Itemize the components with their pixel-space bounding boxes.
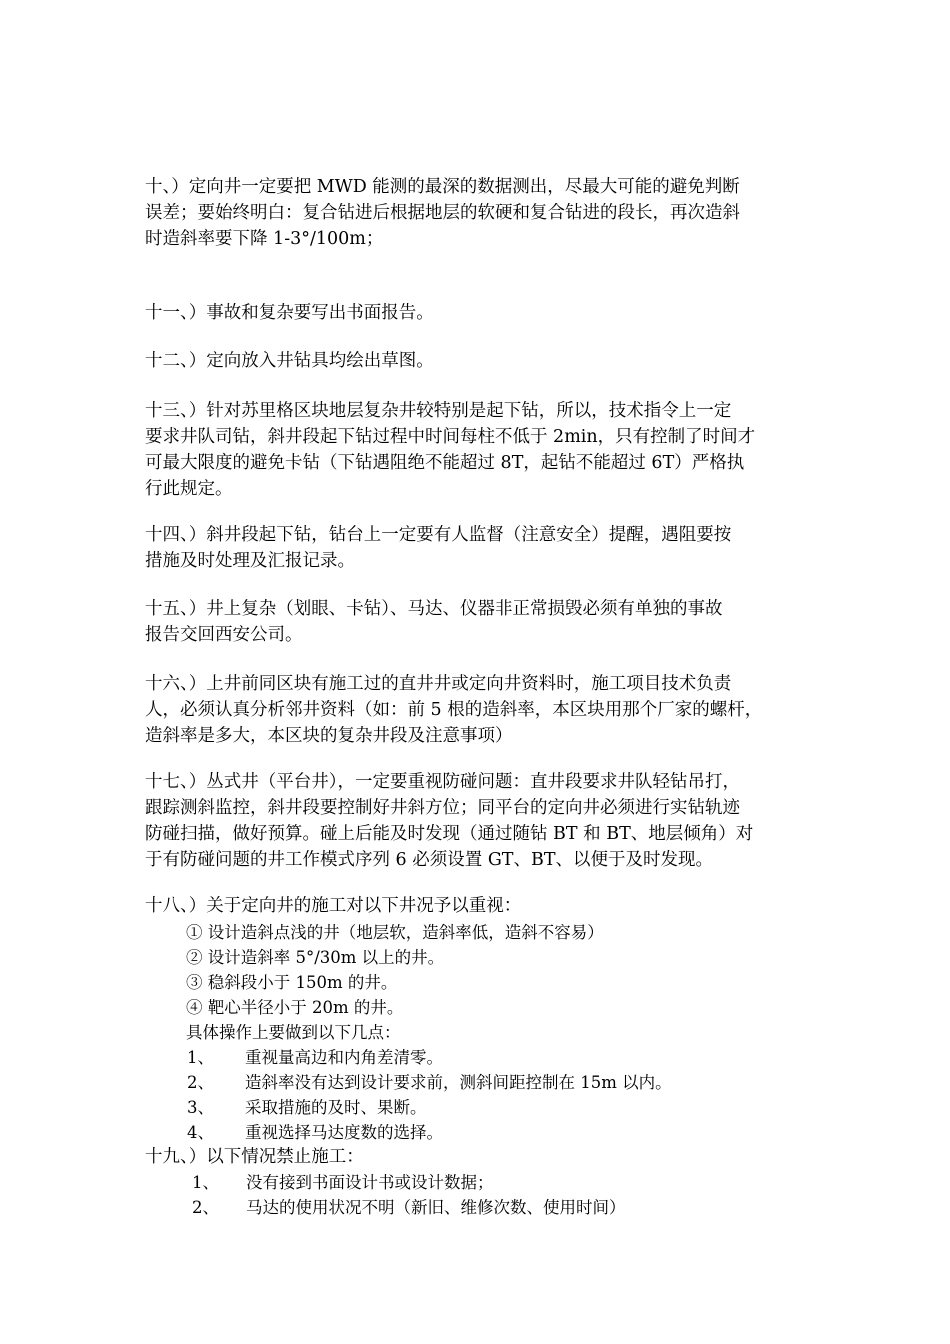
text-line: 十七、）丛式井（平台井），一定要重视防碰问题：直井段要求井队轻钻吊打， (145, 772, 740, 792)
section-19-steps (192, 1170, 626, 1220)
text-line: 报告交回西安公司。 (145, 625, 303, 645)
text-line: 时造斜率要下降 1-3°/100m； (145, 229, 384, 249)
text-line: 十五、）井上复杂（划眼、卡钻）、马达、仪器非正常损毁必须有单独的事故 (145, 599, 723, 619)
list-item (187, 1045, 672, 1070)
text-line: 十一、）事故和复杂要写出书面报告。 (145, 303, 434, 323)
text-line: 行此规定。 (145, 479, 233, 499)
step-text: 没有接到书面设计书或设计数据； (246, 1173, 494, 1192)
step-text: 采取措施的及时、果断。 (245, 1098, 427, 1117)
text-line: 十、）定向井一定要把 MWD 能测的最深的数据测出，尽最大可能的避免判断 (145, 177, 740, 197)
step-number: 4、 (187, 1123, 214, 1142)
text-line: 防碰扫描，做好预算。碰上后能及时发现（通过随钻 BT 和 BT、地层倾角）对 (145, 824, 754, 844)
step-number: 3、 (187, 1098, 214, 1117)
text-line: 人，必须认真分析邻井资料（如：前 5 根的造斜率，本区块用那个厂家的螺杆， (145, 700, 763, 720)
step-number: 1、 (187, 1048, 214, 1067)
text-line: 十八、）关于定向井的施工对以下井况予以重视： (145, 896, 522, 916)
step-text: 造斜率没有达到设计要求前，测斜间距控制在 15m 以内。 (245, 1073, 672, 1092)
paragraph-item-13 (145, 398, 815, 502)
section-19-heading (145, 1145, 364, 1170)
text-line: 十二、）定向放入井钻具均绘出草图。 (145, 351, 434, 371)
list-item (187, 1120, 672, 1145)
text-line: 要求井队司钻，斜井段起下钻过程中时间每柱不低于 2min，只有控制了时间才 (145, 427, 756, 447)
step-number: 2、 (192, 1198, 219, 1217)
paragraph-item-11 (145, 300, 815, 326)
step-number: 2、 (187, 1073, 214, 1092)
paragraph-item-17 (145, 769, 815, 873)
list-item: ③ 稳斜段小于 150m 的井。 (186, 973, 398, 992)
list-item: ① 设计造斜点浅的井（地层软，造斜率低，造斜不容易） (186, 923, 604, 942)
text-line: 误差；要始终明白：复合钻进后根据地层的软硬和复合钻进的段长，再次造斜 (145, 203, 740, 223)
list-item: ② 设计造斜率 5°/30m 以上的井。 (186, 948, 445, 967)
text-line: 十九、）以下情况禁止施工： (145, 1147, 364, 1167)
text-line: 措施及时处理及汇报记录。 (145, 551, 355, 571)
paragraph-item-15 (145, 596, 815, 648)
list-item (187, 1095, 672, 1120)
text-line: 十六、）上井前同区块有施工过的直井井或定向井资料时，施工项目技术负责 (145, 674, 732, 694)
section-18-circled-list (186, 920, 604, 1045)
list-item: ④ 靶心半径小于 20m 的井。 (186, 998, 404, 1017)
step-text: 重视量高边和内角差清零。 (245, 1048, 443, 1067)
paragraph-item-12 (145, 348, 815, 374)
text-line: 造斜率是多大，本区块的复杂井段及注意事项） (145, 726, 513, 746)
text-line: 十四、）斜井段起下钻，钻台上一定要有人监督（注意安全）提醒，遇阻要按 (145, 525, 732, 545)
text-line: 跟踪测斜监控，斜井段要控制好井斜方位；同平台的定向井必须进行实钻轨迹 (145, 798, 740, 818)
section-18-heading (145, 893, 815, 919)
section-18-steps (187, 1045, 672, 1145)
list-item (187, 1070, 672, 1095)
list-subheading: 具体操作上要做到以下几点： (186, 1023, 401, 1042)
step-number: 1、 (192, 1173, 219, 1192)
list-item (192, 1170, 626, 1195)
text-line: 十三、）针对苏里格区块地层复杂井较特别是起下钻，所以，技术指令上一定 (145, 401, 732, 421)
paragraph-item-16 (145, 671, 815, 749)
step-text: 重视选择马达度数的选择。 (245, 1123, 443, 1142)
step-text: 马达的使用状况不明（新旧、维修次数、使用时间） (246, 1198, 626, 1217)
text-line: 可最大限度的避免卡钻（下钻遇阻绝不能超过 8T，起钻不能超过 6T）严格执 (145, 453, 745, 473)
paragraph-item-10 (145, 174, 815, 252)
list-item (192, 1195, 626, 1220)
text-line: 于有防碰问题的井工作模式序列 6 必须设置 GT、BT、以便于及时发现。 (145, 850, 714, 870)
paragraph-item-14 (145, 522, 815, 574)
